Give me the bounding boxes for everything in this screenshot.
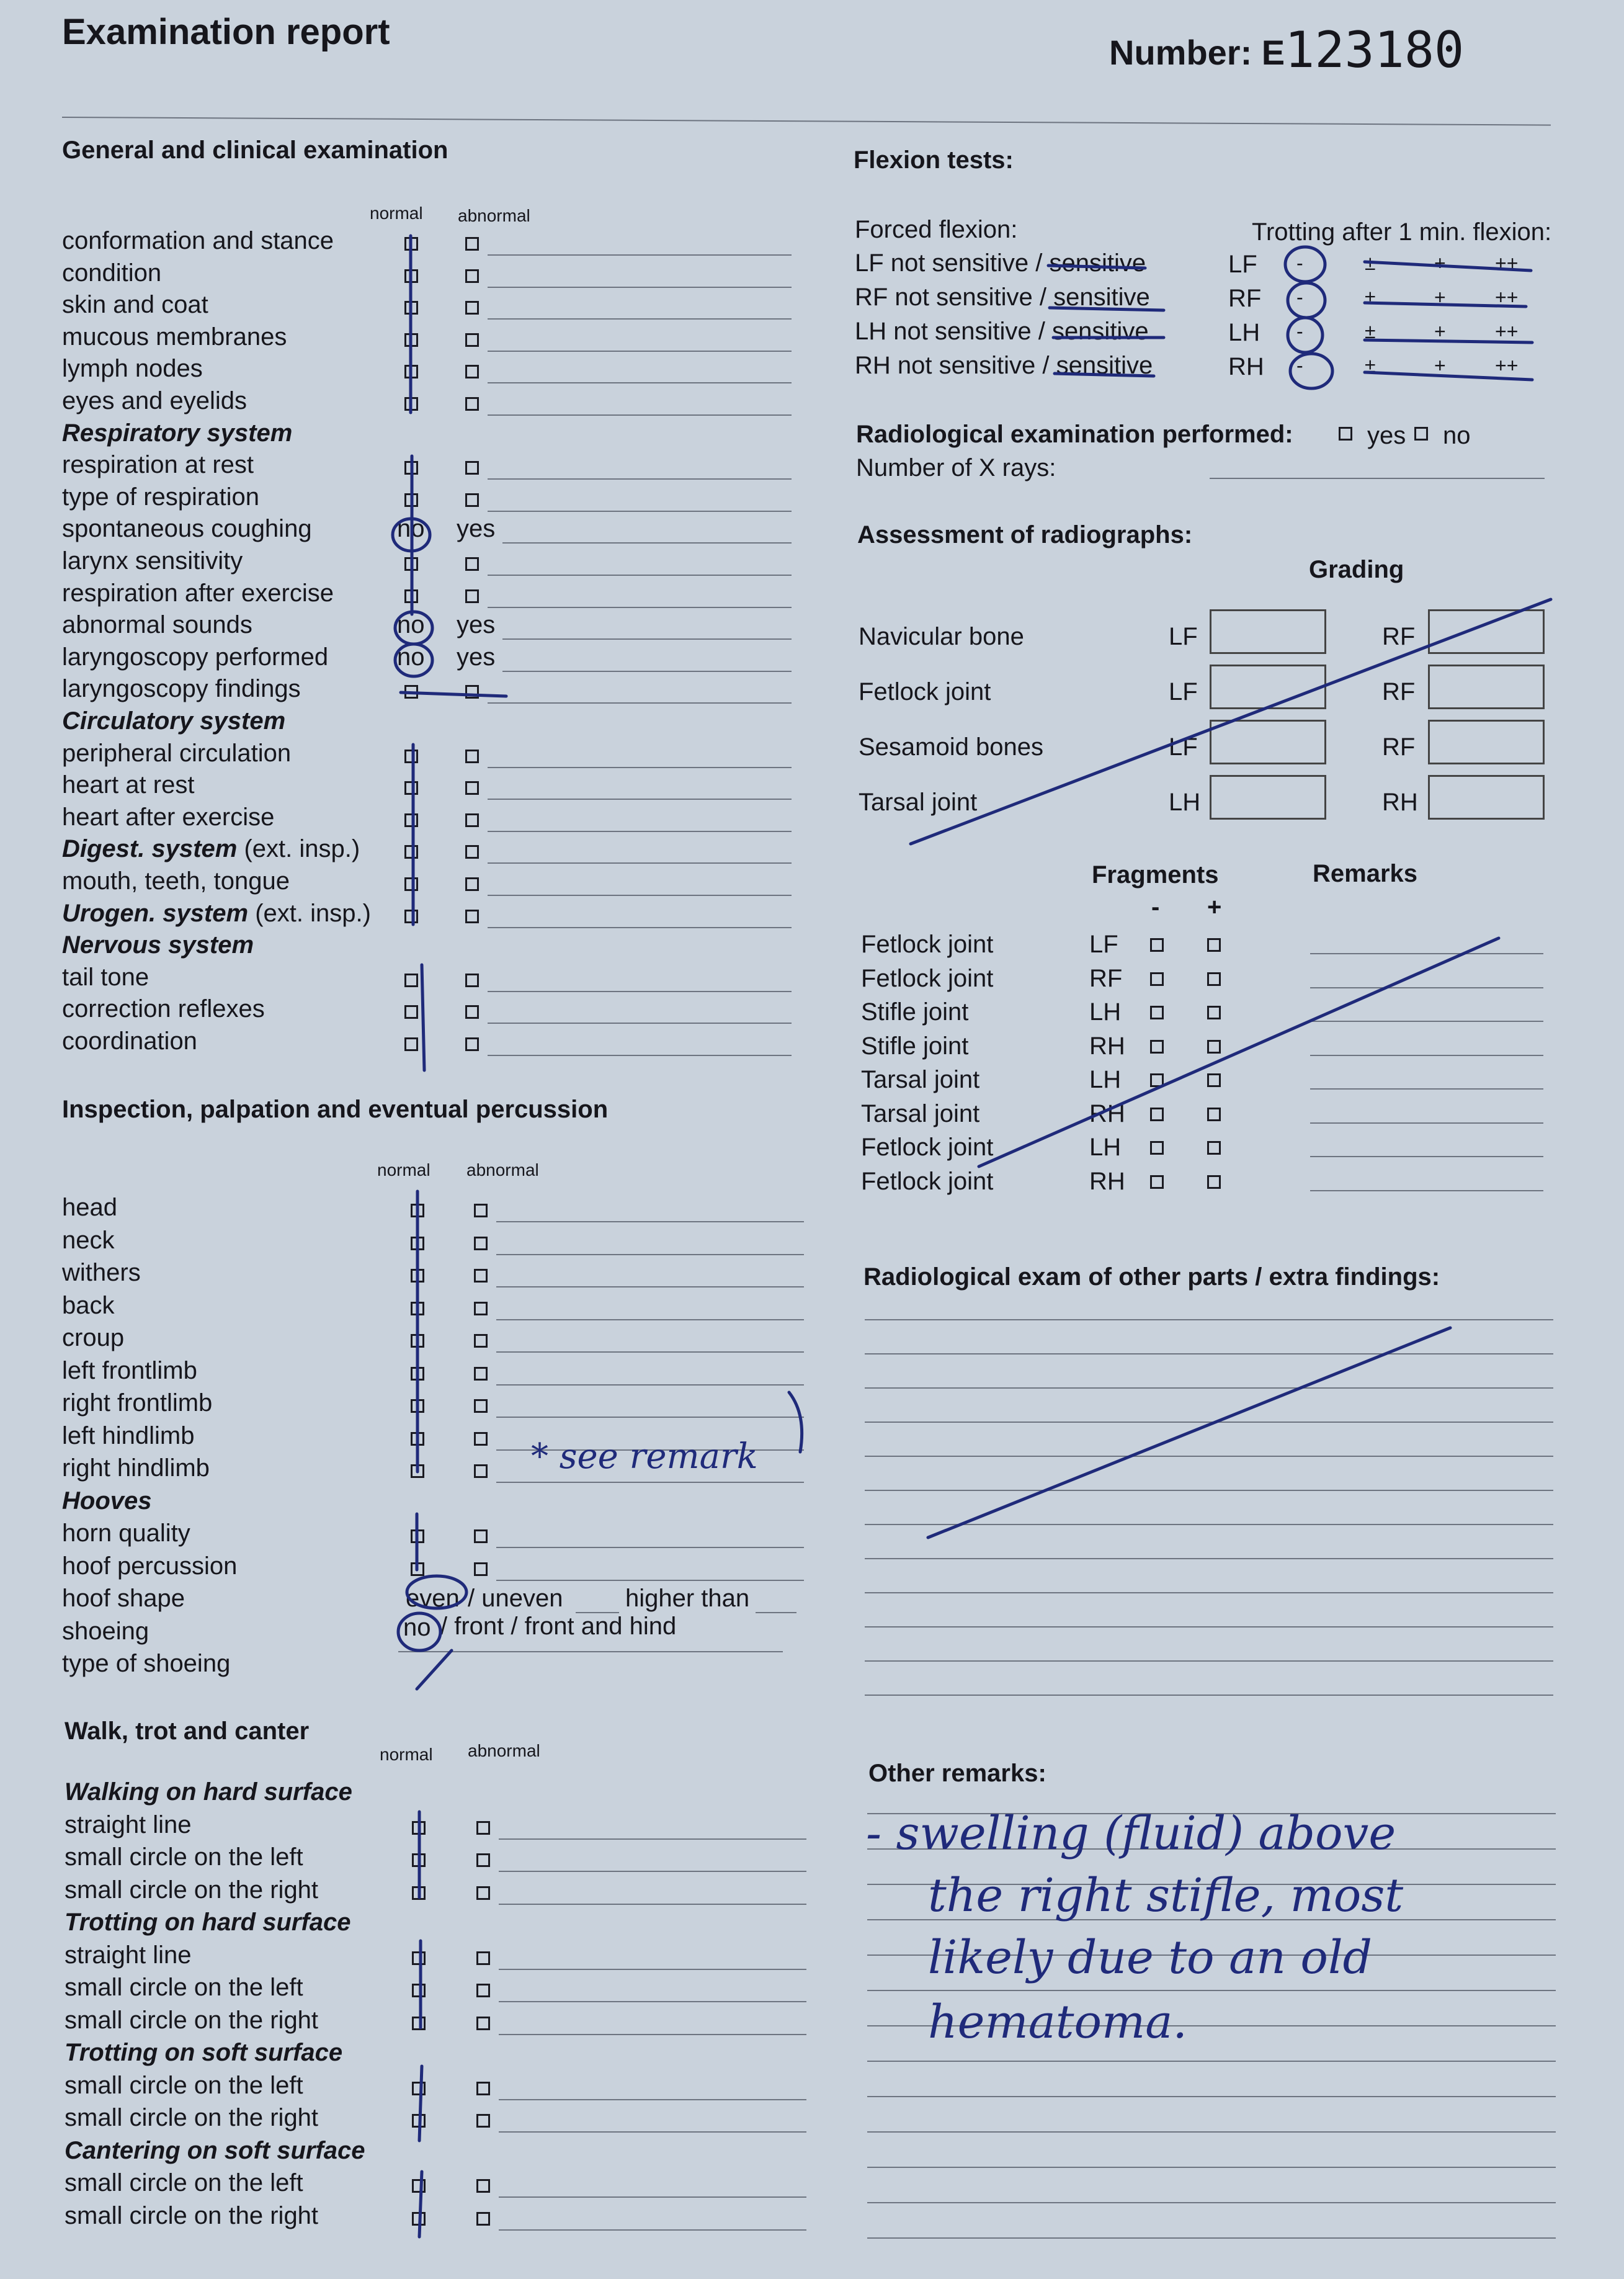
flexion-lh-scale-3[interactable]: ++ [1495, 320, 1519, 343]
inspection-heading: Inspection, palpation and eventual percussion [62, 1096, 609, 1123]
general-skin-and-coat-2-label: skin and coat [62, 291, 208, 319]
walk-small-circle-on-the-left-12-label: small circle on the left [65, 2169, 303, 2196]
grading-navicular-bone-left-leg: LF [1169, 623, 1198, 650]
grading-navicular-bone-right-leg: RF [1382, 623, 1416, 650]
fragment-stifle-joint-rh-label: Stifle joint [861, 1032, 969, 1060]
inspection-neck-1-label: neck [62, 1226, 115, 1254]
radiology-yes-label: yes [1367, 422, 1406, 449]
flexion-strike-lh [1365, 340, 1532, 343]
flexion-lh-scale-0[interactable]: - [1296, 320, 1303, 343]
flexion-rf-scale-1[interactable]: ± [1365, 286, 1376, 308]
walk-small-circle-on-the-left-9-label: small circle on the left [65, 2071, 303, 2099]
grading-fetlock-joint-label: Fetlock joint [859, 678, 991, 705]
general-respiratory-system-6-label: Respiratory system [62, 419, 293, 447]
remark-line-2: the right stifle, most [928, 1869, 1404, 1922]
shoeing-no-option[interactable]: no [403, 1613, 431, 1641]
fragment-fetlock-joint-lf-label: Fetlock joint [861, 931, 994, 958]
fragments-strike [979, 938, 1499, 1166]
fragments-plus-label: + [1207, 893, 1222, 921]
flexion-circle-rf [1288, 283, 1325, 318]
flexion-lh-text: LH not sensitive / sensitive [855, 318, 1149, 345]
remark-line-1: - swelling (fluid) above [866, 1807, 1396, 1860]
report-number-value: 123180 [1285, 21, 1465, 79]
general-correction-reflexes-24-label: correction reflexes [62, 995, 265, 1023]
general-abnormal-sounds-12-label: abnormal sounds [62, 611, 252, 639]
general-respiration-after-exercise-11-label: respiration after exercise [62, 579, 334, 607]
grading-tarsal-joint-label: Tarsal joint [859, 789, 978, 816]
forced-flexion-label: Forced flexion: [855, 216, 1018, 243]
general-digest-system-19-label: Digest. system (ext. insp.) [62, 835, 360, 863]
flexion-rh-leg: RH [1228, 353, 1264, 380]
hoof-shape-higher-option[interactable]: higher than [625, 1585, 750, 1612]
flexion-rh-sensitive: sensitive [1056, 352, 1153, 379]
flexion-rh-scale-1[interactable]: ± [1365, 354, 1376, 377]
other-parts-heading: Radiological exam of other parts / extra findings: [863, 1263, 1440, 1291]
walk-small-circle-on-the-left-6-label: small circle on the left [65, 1974, 303, 2001]
general-col-abnormal: abnormal [458, 206, 530, 225]
flexion-lh-scale-2[interactable]: + [1434, 320, 1446, 343]
hoof-shape-even-option[interactable]: even [406, 1585, 460, 1612]
fragment-fetlock-joint-rh-leg: RH [1089, 1167, 1125, 1195]
walk-walking-on-hard-surface-0-label: Walking on hard surface [65, 1778, 352, 1806]
walk-small-circle-on-the-right-10-label: small circle on the right [65, 2104, 319, 2131]
flexion-lh-leg: LH [1228, 319, 1260, 346]
flexion-lf-scale-0[interactable]: - [1296, 252, 1303, 274]
inspection-hooves-9-label: Hooves [62, 1487, 152, 1515]
inspection-right-hindlimb-8-label: right hindlimb [62, 1454, 210, 1482]
other-remarks-heading: Other remarks: [868, 1760, 1046, 1787]
no-circle-abnormal-sounds [395, 612, 432, 644]
fragment-tarsal-joint-rh-leg: RH [1089, 1099, 1125, 1127]
inspection-horn-quality-10-label: horn quality [62, 1520, 190, 1547]
general-mouth-teeth-tongue-20-label: mouth, teeth, tongue [62, 867, 290, 895]
fragment-fetlock-joint-rf-leg: RF [1089, 964, 1123, 992]
walk-col-normal: normal [380, 1745, 433, 1764]
flexion-lf-sensitive: sensitive [1049, 249, 1146, 277]
xrays-label: Number of X rays: [856, 454, 1056, 481]
general-tail-tone-23-label: tail tone [62, 963, 149, 991]
walk-small-circle-on-the-right-7-label: small circle on the right [65, 2006, 319, 2034]
sensitive-strike-rh [1055, 374, 1154, 376]
general-spontaneous-coughing-9-label: spontaneous coughing [62, 515, 312, 543]
inspection-col-normal: normal [377, 1160, 431, 1180]
general-urogen-system-21-label: Urogen. system (ext. insp.) [62, 899, 371, 927]
general-lymph-nodes-4-label: lymph nodes [62, 355, 203, 383]
inspection-col-abnormal: abnormal [466, 1160, 539, 1180]
inspection-hoof-percussion-11-label: hoof percussion [62, 1552, 238, 1580]
flexion-circle-lh [1288, 318, 1323, 352]
grading-sesamoid-bones-right-leg: RF [1382, 733, 1416, 761]
grading-sesamoid-bones-left-leg: LF [1169, 733, 1198, 761]
flexion-rh-scale-3[interactable]: ++ [1495, 354, 1519, 377]
general-heading: General and clinical examination [62, 137, 448, 164]
other-parts-strike [928, 1328, 1450, 1538]
flexion-strike-rh [1365, 372, 1532, 380]
remarks-label: Remarks [1313, 860, 1418, 887]
flexion-rf-scale-0[interactable]: - [1296, 286, 1303, 308]
general-spontaneous-coughing-9-yes-option[interactable]: yes [457, 515, 496, 543]
flexion-lh-scale-1[interactable]: ± [1365, 320, 1376, 343]
remark-line-3: likely due to an old [928, 1931, 1373, 1984]
fragment-fetlock-joint-lh-label: Fetlock joint [861, 1134, 994, 1161]
walk-small-circle-on-the-left-2-label: small circle on the left [65, 1843, 303, 1871]
flexion-rf-text: RF not sensitive / sensitive [855, 284, 1150, 311]
grading-navicular-bone-label: Navicular bone [859, 623, 1024, 650]
report-number-label: Number: E [1109, 33, 1285, 72]
fragment-fetlock-joint-rf-label: Fetlock joint [861, 964, 994, 992]
walk-straight-line-1-label: straight line [65, 1811, 192, 1838]
assessment-heading: Assessment of radiographs: [857, 521, 1193, 548]
shoeing-strike [417, 1650, 452, 1689]
flexion-rf-scale-2[interactable]: + [1434, 286, 1446, 308]
fragment-tarsal-joint-lh-label: Tarsal joint [861, 1066, 980, 1093]
even-circle [407, 1576, 466, 1608]
flexion-circle-rh [1290, 354, 1332, 388]
tick-line-walk-3 [419, 2066, 422, 2141]
general-abnormal-sounds-12-no-option[interactable]: no [397, 611, 425, 639]
walk-small-circle-on-the-right-3-label: small circle on the right [65, 1876, 319, 1904]
walk-cantering-on-soft-surface-11-label: Cantering on soft surface [65, 2136, 365, 2164]
right-hindlimb-bracket [789, 1392, 802, 1452]
remark-line-4: hematoma. [928, 1995, 1187, 2049]
laryngoscopy-strike [401, 692, 506, 696]
general-eyes-and-eyelids-5-label: eyes and eyelids [62, 387, 247, 414]
flexion-rf-leg: RF [1228, 285, 1262, 312]
walk-heading: Walk, trot and canter [65, 1717, 310, 1745]
page-title: Examination report [62, 12, 390, 52]
no-circle-laryngoscopy [395, 644, 432, 676]
fragment-fetlock-joint-rh-label: Fetlock joint [861, 1167, 994, 1195]
inspection-shoeing-13-label: shoeing [62, 1617, 149, 1645]
general-laryngoscopy-performed-13-yes-option[interactable]: yes [457, 643, 496, 671]
flexion-lf-scale-3[interactable]: ++ [1495, 252, 1519, 274]
general-condition-1-label: condition [62, 259, 162, 287]
fragment-fetlock-joint-lf-leg: LF [1089, 931, 1118, 958]
inspection-withers-2-label: withers [62, 1259, 141, 1286]
fragments-label: Fragments [1092, 861, 1219, 889]
general-type-of-respiration-8-label: type of respiration [62, 483, 259, 511]
walk-trotting-on-hard-surface-4-label: Trotting on hard surface [65, 1909, 351, 1936]
sensitive-strike-lf [1048, 266, 1145, 268]
general-laryngoscopy-performed-13-no-option[interactable]: no [397, 643, 425, 671]
general-coordination-25-label: coordination [62, 1028, 197, 1055]
grading-tarsal-joint-right-leg: RH [1382, 789, 1418, 816]
inspection-back-3-label: back [62, 1291, 115, 1319]
fragment-stifle-joint-rh-leg: RH [1089, 1032, 1125, 1060]
inspection-head-0-label: head [62, 1194, 117, 1221]
walk-small-circle-on-the-right-13-label: small circle on the right [65, 2201, 319, 2229]
inspection-croup-4-label: croup [62, 1324, 125, 1351]
walk-col-abnormal: abnormal [468, 1741, 540, 1760]
inspection-type-of-shoeing-14-label: type of shoeing [62, 1650, 231, 1677]
inspection-hoof-shape-12-label: hoof shape [62, 1585, 185, 1612]
general-spontaneous-coughing-9-no-option[interactable]: no [397, 515, 425, 543]
grading-tarsal-joint-left-leg: LH [1169, 789, 1201, 816]
inspection-right-frontlimb-6-label: right frontlimb [62, 1389, 213, 1417]
fragments-minus-label: - [1151, 893, 1160, 921]
flexion-rh-scale-2[interactable]: + [1434, 354, 1446, 377]
radiology-no-label: no [1443, 422, 1471, 449]
flexion-rh-text: RH not sensitive / sensitive [855, 352, 1153, 379]
walk-straight-line-5-label: straight line [65, 1941, 192, 1969]
general-col-normal: normal [370, 204, 423, 223]
radiology-performed-label: Radiological examination performed: [856, 421, 1293, 448]
grading-fetlock-joint-left-leg: LF [1169, 678, 1198, 705]
fragment-stifle-joint-lh-label: Stifle joint [861, 998, 969, 1026]
see-remark-note: * see remark [531, 1436, 758, 1477]
shoeing-front-option[interactable]: / front / front and hind [440, 1612, 677, 1640]
flexion-lf-scale-2[interactable]: + [1434, 252, 1446, 274]
shoeing-no-circle [398, 1613, 440, 1650]
flexion-heading: Flexion tests: [854, 146, 1014, 174]
sensitive-strike-rf [1050, 308, 1164, 310]
fragment-tarsal-joint-lh-leg: LH [1089, 1066, 1122, 1093]
flexion-strike-lf [1365, 262, 1531, 271]
flexion-lf-leg: LF [1228, 251, 1257, 278]
general-conformation-and-stance-0-label: conformation and stance [62, 227, 334, 254]
flexion-lf-text: LF not sensitive / sensitive [855, 249, 1146, 277]
general-heart-at-rest-17-label: heart at rest [62, 771, 195, 799]
fragment-stifle-joint-lh-leg: LH [1089, 998, 1122, 1026]
general-peripheral-circulation-16-label: peripheral circulation [62, 739, 292, 767]
walk-trotting-on-soft-surface-8-label: Trotting on soft surface [65, 2039, 343, 2066]
tick-line-general-4 [422, 965, 424, 1070]
tick-line-walk-4 [419, 2172, 422, 2237]
grading-strike [911, 599, 1551, 844]
fragment-tarsal-joint-rh-label: Tarsal joint [861, 1099, 980, 1127]
general-abnormal-sounds-12-yes-option[interactable]: yes [457, 611, 496, 639]
inspection-left-hindlimb-7-label: left hindlimb [62, 1422, 195, 1449]
flexion-lh-sensitive: sensitive [1051, 318, 1149, 345]
flexion-circle-lf [1285, 247, 1325, 282]
general-circulatory-system-15-label: Circulatory system [62, 707, 286, 735]
flexion-rh-scale-0[interactable]: - [1296, 354, 1303, 377]
hoof-shape-uneven-option[interactable]: / uneven [468, 1585, 563, 1612]
flexion-strike-rf [1365, 303, 1526, 307]
general-mucous-membranes-3-label: mucous membranes [62, 323, 287, 351]
flexion-rf-scale-3[interactable]: ++ [1495, 286, 1519, 308]
general-laryngoscopy-performed-13-label: laryngoscopy performed [62, 643, 329, 671]
general-larynx-sensitivity-10-label: larynx sensitivity [62, 547, 243, 575]
general-laryngoscopy-findings-14-label: laryngoscopy findings [62, 675, 301, 703]
general-heart-after-exercise-18-label: heart after exercise [62, 803, 275, 831]
grading-sesamoid-bones-label: Sesamoid bones [859, 733, 1043, 761]
general-respiration-at-rest-7-label: respiration at rest [62, 451, 254, 479]
grading-fetlock-joint-right-leg: RF [1382, 678, 1416, 705]
general-nervous-system-22-label: Nervous system [62, 931, 254, 959]
trotting-flexion-label: Trotting after 1 min. flexion: [1252, 218, 1552, 246]
fragment-fetlock-joint-lh-leg: LH [1089, 1134, 1122, 1161]
flexion-rf-sensitive: sensitive [1053, 284, 1150, 311]
flexion-lf-scale-1[interactable]: ± [1365, 252, 1376, 274]
inspection-left-frontlimb-5-label: left frontlimb [62, 1356, 197, 1384]
grading-label: Grading [1309, 556, 1404, 583]
